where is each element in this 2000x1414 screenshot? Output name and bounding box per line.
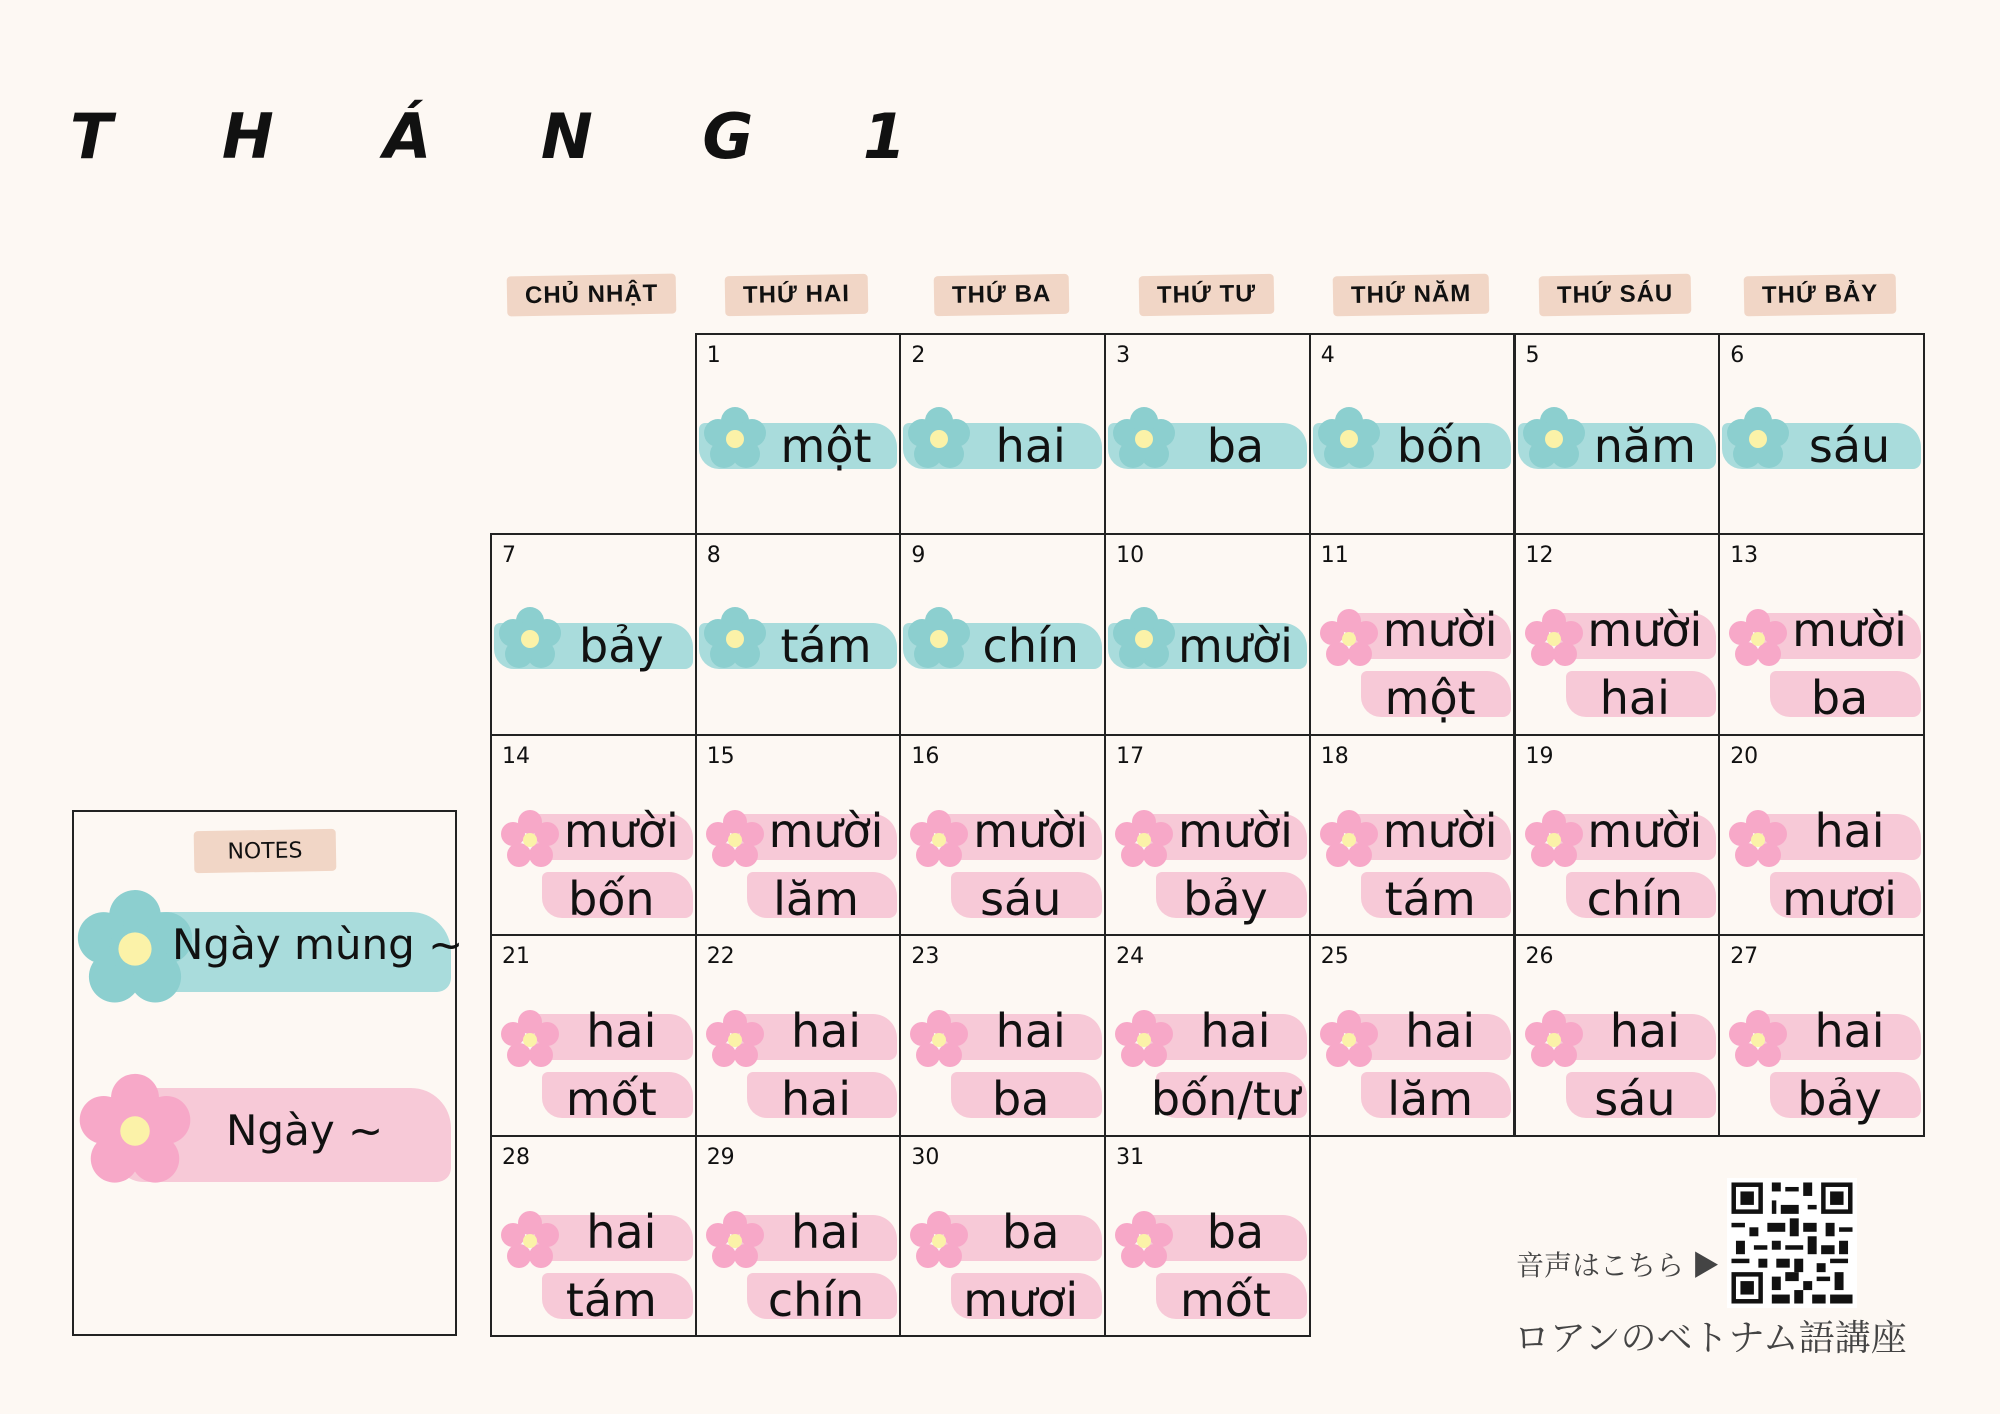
day-cell <box>1718 533 1925 735</box>
day-cell <box>1104 533 1311 735</box>
day-number: 27 <box>1730 944 1759 970</box>
day-word: hai <box>1200 1004 1271 1059</box>
weekday-label: THỨ SÁU <box>1539 274 1692 317</box>
day-number: 22 <box>706 944 735 970</box>
day-cell <box>899 533 1106 735</box>
day-cell <box>899 734 1106 936</box>
day-number: 8 <box>706 543 721 569</box>
weekday-label: THỨ NĂM <box>1332 274 1489 317</box>
day-word-second: mốt <box>565 1072 657 1127</box>
day-word: mười <box>563 803 679 858</box>
day-word-second: một <box>1384 671 1476 726</box>
day-word: hai <box>1405 1004 1476 1059</box>
day-number: 12 <box>1525 543 1554 569</box>
page-title: T H Á N G 1 <box>70 100 951 173</box>
day-word: mười <box>768 803 884 858</box>
day-word: hai <box>995 1004 1066 1059</box>
day-word: ba <box>1206 419 1265 473</box>
day-word: chín <box>982 619 1079 674</box>
day-number: 21 <box>502 944 530 970</box>
day-word: hai <box>790 1004 862 1059</box>
day-number: 9 <box>911 543 926 569</box>
day-word: hai <box>790 1204 862 1259</box>
day-word-second: ba <box>992 1072 1050 1127</box>
day-word: ba <box>1206 1204 1265 1259</box>
day-cell <box>1514 734 1721 936</box>
day-word: hai <box>1814 1004 1885 1059</box>
day-word-second: mươi <box>1782 871 1897 926</box>
day-number: 2 <box>911 343 926 368</box>
day-cell <box>1514 533 1721 735</box>
day-word-second: ba <box>1810 671 1869 726</box>
day-word: hai <box>1814 803 1885 858</box>
day-word: hai <box>586 1204 657 1259</box>
day-cell <box>490 533 697 735</box>
day-cell <box>1309 934 1516 1136</box>
day-word: mười <box>1792 603 1907 658</box>
day-cell <box>1309 333 1516 535</box>
day-word: mười <box>1587 603 1703 658</box>
weekday-label: THỨ TƯ <box>1138 274 1274 316</box>
day-cell <box>1104 1135 1311 1337</box>
day-word: sáu <box>1808 419 1891 473</box>
day-number: 7 <box>502 543 516 569</box>
weekday-label: THỨ HAI <box>725 274 869 316</box>
weekday-label: CHỦ NHẬT <box>507 274 677 317</box>
day-number: 4 <box>1320 343 1335 368</box>
weekday-label: THỨ BẢY <box>1744 274 1897 317</box>
day-cell <box>1718 734 1925 936</box>
day-word: mười <box>1177 619 1293 674</box>
day-word-second: lăm <box>1387 1072 1474 1127</box>
notes-panel <box>72 810 464 1336</box>
day-word: mười <box>973 803 1089 858</box>
day-number: 23 <box>911 944 940 970</box>
day-cell <box>1718 934 1925 1136</box>
brand-name: ロアンのベトナム語講座 <box>1514 1317 1907 1358</box>
day-word: ba <box>1002 1204 1060 1259</box>
day-cell <box>1718 333 1925 535</box>
day-number: 14 <box>502 743 530 769</box>
day-word-second: bốn <box>568 871 655 926</box>
day-number: 16 <box>911 743 940 769</box>
weekday-header <box>1514 272 1718 318</box>
day-word: hai <box>586 1004 657 1059</box>
day-number: 18 <box>1320 743 1349 769</box>
day-number: 1 <box>706 343 721 368</box>
day-word-second: sáu <box>1594 1072 1676 1127</box>
pink-flower-icon <box>76 1072 194 1190</box>
day-cell <box>695 734 902 936</box>
day-number: 10 <box>1116 543 1145 569</box>
notes-heading: NOTES <box>194 829 337 873</box>
day-number: 11 <box>1320 543 1349 569</box>
day-word: mười <box>1382 603 1498 658</box>
day-cell <box>695 934 902 1136</box>
day-number: 30 <box>911 1144 940 1170</box>
day-word: mười <box>1177 803 1293 858</box>
day-word: mười <box>1382 803 1498 858</box>
weekday-header <box>1718 272 1922 318</box>
day-word: một <box>780 419 872 473</box>
day-word-second: tám <box>1384 871 1476 926</box>
day-word-second: mươi <box>963 1272 1079 1327</box>
day-cell <box>490 934 697 1136</box>
weekday-header <box>695 272 899 318</box>
day-number: 20 <box>1730 743 1759 769</box>
day-word-second: bảy <box>1183 871 1268 926</box>
day-cell <box>899 934 1106 1136</box>
day-word-second: tám <box>565 1272 657 1327</box>
day-number: 25 <box>1320 944 1349 970</box>
day-number: 3 <box>1116 343 1131 368</box>
day-number: 5 <box>1525 343 1540 368</box>
day-word-second: mốt <box>1179 1272 1271 1327</box>
day-word-second: chín <box>767 1272 865 1327</box>
day-word: năm <box>1593 419 1696 473</box>
day-word-second: chín <box>1586 871 1684 926</box>
day-word: mười <box>1587 803 1703 858</box>
day-cell <box>695 533 902 735</box>
day-cell <box>1104 333 1311 535</box>
day-cell <box>490 734 697 936</box>
day-cell <box>1309 533 1516 735</box>
day-number: 28 <box>502 1144 530 1170</box>
day-number: 24 <box>1116 944 1145 970</box>
day-word-second: bảy <box>1797 1072 1882 1127</box>
day-cell <box>1514 934 1721 1136</box>
day-word-second: bốn/tư <box>1150 1072 1301 1127</box>
legend-pink-label: Ngày ~ <box>226 1106 384 1155</box>
weekday-header <box>1104 272 1308 318</box>
day-cell <box>1104 934 1311 1136</box>
day-cell <box>899 1135 1106 1337</box>
legend-blue-label: Ngày mùng ~ <box>172 920 464 969</box>
weekday-label: THỨ BA <box>933 274 1069 316</box>
day-cell <box>1514 333 1721 535</box>
day-number: 6 <box>1730 343 1745 368</box>
day-number: 26 <box>1525 944 1554 970</box>
day-cell <box>1309 734 1516 936</box>
day-number: 15 <box>706 743 735 769</box>
calendar-grid <box>490 333 1923 1335</box>
weekday-header-row <box>490 272 1923 318</box>
day-cell <box>695 1135 902 1337</box>
day-word-second: lăm <box>773 871 859 926</box>
day-number: 29 <box>706 1144 735 1170</box>
day-word-second: sáu <box>980 871 1062 926</box>
day-word: tám <box>780 619 872 674</box>
day-cell <box>1104 734 1311 936</box>
weekday-header <box>490 272 694 318</box>
day-number: 13 <box>1730 543 1759 569</box>
day-number: 31 <box>1116 1144 1145 1170</box>
day-word: bốn <box>1396 419 1484 473</box>
day-number: 19 <box>1525 743 1554 769</box>
qr-code-icon[interactable] <box>1727 1178 1857 1308</box>
day-cell <box>899 333 1106 535</box>
day-word: hai <box>995 419 1066 473</box>
day-word: bảy <box>579 619 664 674</box>
day-word: hai <box>1609 1004 1680 1059</box>
weekday-header <box>899 272 1103 318</box>
audio-link-text: 音声はこちら ▶ <box>1516 1250 1720 1281</box>
day-cell <box>695 333 902 535</box>
day-number: 17 <box>1116 743 1145 769</box>
weekday-header <box>1309 272 1513 318</box>
day-cell <box>490 1135 697 1337</box>
day-word-second: hai <box>780 1072 852 1127</box>
day-word-second: hai <box>1599 671 1670 726</box>
